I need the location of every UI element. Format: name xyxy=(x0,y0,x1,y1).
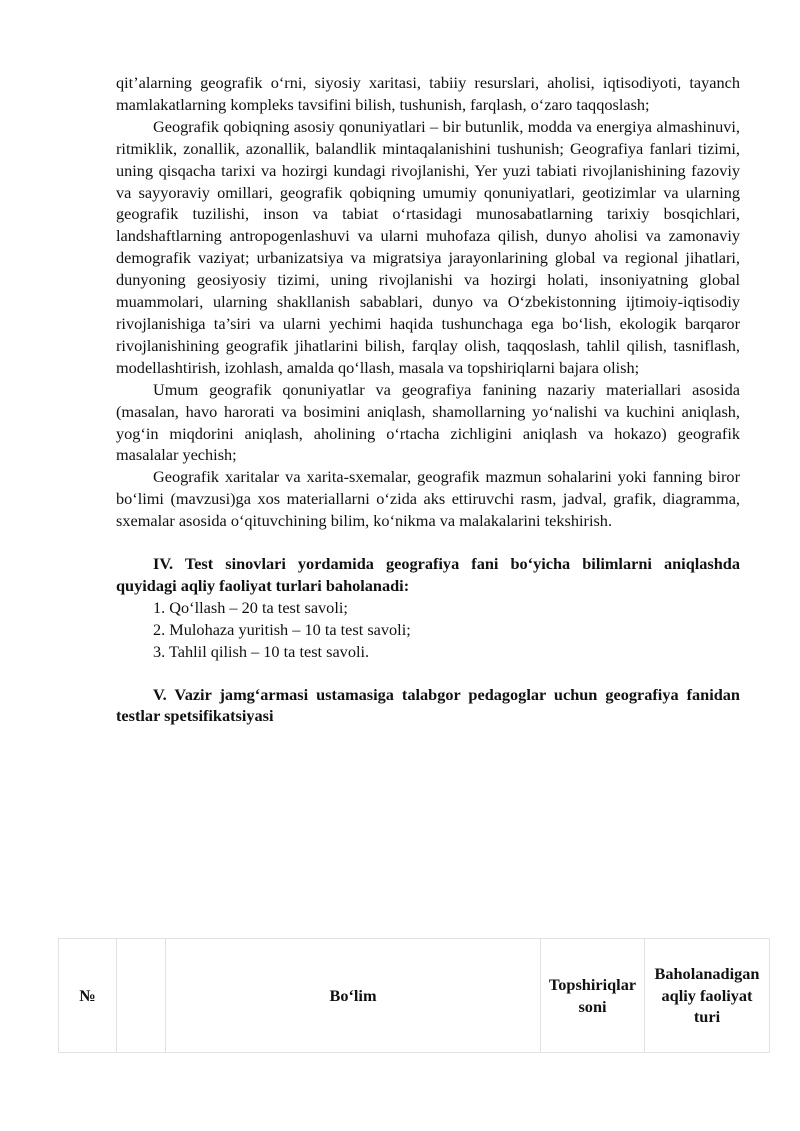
paragraph-2: Geografik qobiqning asosiy qonuniyatlari – bir butunlik, modda va energiya almashinuvi, ritmiklik, zonallik, azonallik, balandlik mintaqalanishini tushunish; Geografiya fanlari tizimi, uning qisqacha tarixi va hozirgi kundagi rivojlanishi, Yer yuzi tabiati rivojlanishining fazoviy va sayyoraviy omillari, geografik qobiqning umumiy qonuniyatlari, geotizimlar va ularning geografik tuzilishi, inson va tabiat o‘rtasidagi munosabatlarning tarixiy bosqichlari, landshaftlarning antropogenlashuvi va ularni muhofaza qilish, dunyo aholisi va zamonaviy demografik vaziyat; urbanizatsiya va migratsiya jarayonlarining global va regional jihatlari, dunyoning geosiyosiy tizimi, uning rivojlanishi va hozirgi holati, insoniyatning global muammolari, ularning shakllanish sabablari, dunyo va O‘zbekistonning ijtimoiy-iqtisodiy rivojlanishiga ta’siri va ularni yechimi haqida tushunchaga ega bo‘lish, ekologik barqaror rivojlanishining geografik jihatlarini bilish, farqlay olish, taqqoslash, tahlil qilish, tasniflash, modellashtirish, izohlash, amalda qo‘llash, masala va topshiriqlarni bajara olish; xyxy=(116,116,740,377)
section-iv-heading: IV. Test sinovlari yordamida geografiya fani bo‘yicha bilimlarni aniqlashda quyidagi aqliy faoliyat turlari baholanadi: xyxy=(116,554,740,595)
document-body xyxy=(116,72,740,727)
paragraph-3: Umum geografik qonuniyatlar va geografiya fanining nazariy materiallari asosida (masalan, havo harorati va bosimini aniqlash, shamollarning yo‘nalishi va kuchini aniqlash, yog‘in miqdorini aniqlash, aholining o‘rtacha zichligini aniqlash va hokazo) geografik masalalar yechish; xyxy=(116,379,740,465)
header-blank xyxy=(117,939,166,1053)
paragraph-4: Geografik xaritalar va xarita-sxemalar, geografik mazmun sohalarini yoki fanning biror bo‘limi (mavzusi)ga xos materiallarni o‘zida aks ettiruvchi rasm, jadval, grafik, diagramma, sxemalar asosida o‘qituvchining bilim, ko‘nikma va malakalarini tekshirish. xyxy=(116,467,740,531)
header-task-count: Topshiriqlar soni xyxy=(541,939,645,1053)
list-item-3: 3. Tahlil qilish – 10 ta test savoli. xyxy=(153,641,370,661)
header-section: Bo‘lim xyxy=(166,939,541,1053)
header-number: № xyxy=(59,939,117,1053)
spacer xyxy=(116,532,740,553)
section-v-heading: V. Vazir jamg‘armasi ustamasiga talabgor pedagoglar uchun geografiya fanidan testlar spetsifikatsiyasi xyxy=(116,684,740,726)
spacer xyxy=(116,663,740,684)
table-header-row xyxy=(59,939,770,1053)
list-item-1: 1. Qo‘llash – 20 ta test savoli; xyxy=(153,597,348,617)
specification-table xyxy=(58,938,770,1053)
paragraph-1: qit’alarning geografik o‘rni, siyosiy xaritasi, tabiiy resurslari, aholisi, iqtisodiyoti, tayanch mamlakatlarning kompleks tavsifini bilish, tushunish, farqlash, o‘zaro taqqoslash; xyxy=(116,73,740,114)
header-activity-type: Baholanadigan aqliy faoliyat turi xyxy=(645,939,770,1053)
list-item-2: 2. Mulohaza yuritish – 10 ta test savoli; xyxy=(153,619,411,639)
